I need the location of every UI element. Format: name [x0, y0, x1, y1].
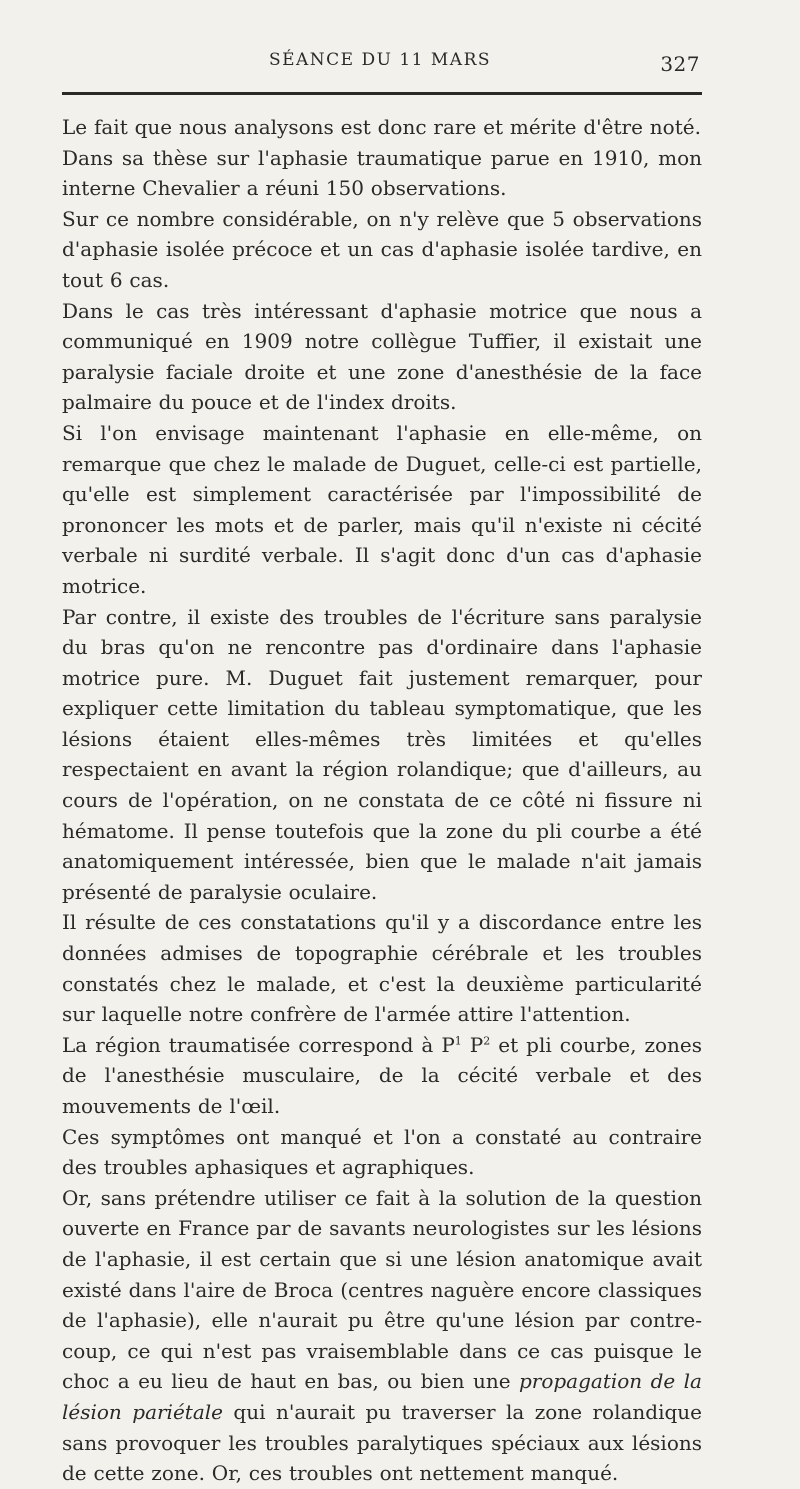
- paragraph: Si l'on envisage maintenant l'aphasie en elle-même, on remarque que chez le malade de Duguet, celle-ci est partielle, qu'elle est simplement caractérisée par l'impossibilité de prononcer les mots et de parler, mais qu'il n'existe ni cécité verbale ni surdité verbale. Il s'agit donc d'un cas d'aphasie motrice.: [62, 420, 702, 598]
- paragraph: [62, 1183, 702, 1489]
- superscript: 1: [454, 1034, 462, 1048]
- page-header: [60, 48, 700, 78]
- text-run: Or, sans prétendre utiliser ce fait à la solution de la question ouverte en France par de savants neurologistes sur les lésions de l'aphasie, il est certain que si une lésion anatomique avait existé dans l'aire de Broca (centres naguère encore classiques de l'aphasie), elle n'aurait pu être qu'une lésion par contre-coup, ce qui n'est pas vraisemblable dans ce cas puisque le choc a eu lieu de haut en bas, ou bien une: [62, 1185, 702, 1394]
- paragraph: Ces symptômes ont manqué et l'on a constaté au contraire des troubles aphasiques et agraphiques.: [62, 1124, 702, 1180]
- paragraph: [62, 1030, 702, 1122]
- paragraph: Il résulte de ces constatations qu'il y a discordance entre les données admises de topographie cérébrale et les troubles constatés chez le malade, et c'est la deuxième particularité sur laquelle notre confrère de l'armée attire l'attention.: [62, 910, 702, 1027]
- text-run: P: [461, 1032, 484, 1057]
- paragraph: Par contre, il existe des troubles de l'écriture sans paralysie du bras qu'on ne rencontre pas d'ordinaire dans l'aphasie motrice pure. M. Duguet fait justement remarquer, pour expliquer cette limitation du tableau symptomatique, que les lésions étaient elles-mêmes très limitées et qu'elles respectaient en avant la région rolandique; que d'ailleurs, au cours de l'opération, on ne constata de ce côté ni fissure ni hématome. Il pense toutefois que la zone du pli courbe a été anatomiquement intéressée, bien que le malade n'ait jamais présenté de paralysie oculaire.: [62, 604, 702, 904]
- text-run: La région traumatisée correspond à P: [62, 1032, 455, 1057]
- italic-phrase: propagation de la lésion pariétale: [62, 1369, 702, 1424]
- text-run: et pli courbe, zones de l'anesthésie musculaire, de la cécité verbale et des mouvements de l'œil.: [62, 1032, 702, 1118]
- text-run: qui n'aurait pu traverser la zone rolandique sans provoquer les troubles paralytiques spéciaux aux lésions de cette zone. Or, ces troubles ont nettement manqué.: [62, 1399, 702, 1486]
- running-title: SÉANCE DU 11 MARS: [268, 50, 492, 70]
- paragraph: Le fait que nous analysons est donc rare et mérite d'être noté.: [62, 115, 701, 139]
- paragraph: Dans sa thèse sur l'aphasie traumatique parue en 1910, mon interne Chevalier a réuni 150 observations.: [62, 145, 702, 201]
- page-number: 327: [660, 52, 700, 76]
- superscript: 2: [483, 1034, 491, 1048]
- body-text: [62, 112, 702, 1489]
- paragraph: Sur ce nombre considérable, on n'y relève que 5 observations d'aphasie isolée précoce et un cas d'aphasie isolée tardive, en tout 6 cas.: [62, 206, 702, 292]
- header-rule: [62, 92, 702, 95]
- paragraph: Dans le cas très intéressant d'aphasie motrice que nous a communiqué en 1909 notre collègue Tuffier, il existait une paralysie faciale droite et une zone d'anesthésie de la face palmaire du pouce et de l'index droits.: [62, 298, 702, 415]
